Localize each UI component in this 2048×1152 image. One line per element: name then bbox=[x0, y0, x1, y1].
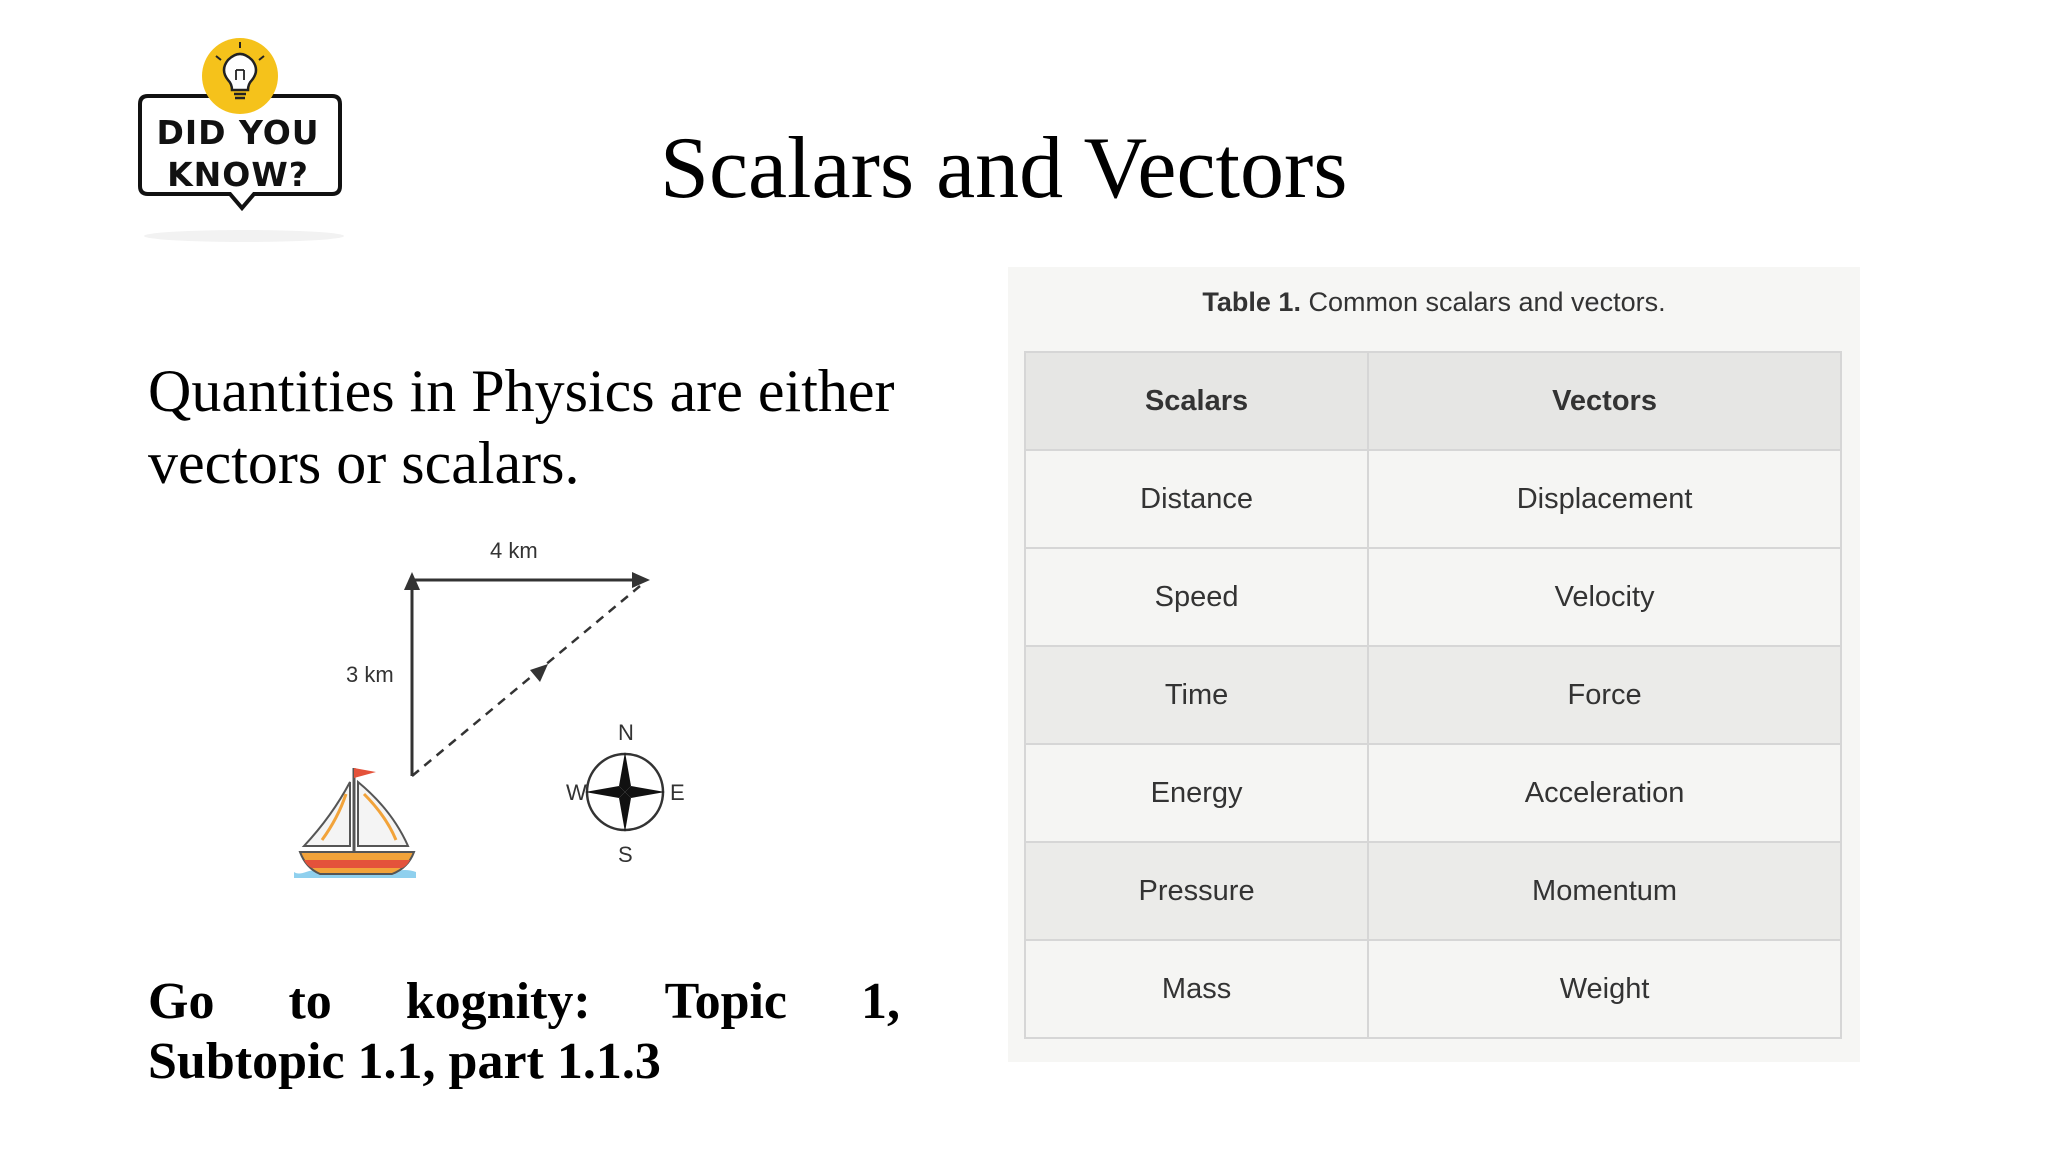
vertical-distance-label: 3 km bbox=[346, 662, 394, 687]
vector-cell: Force bbox=[1368, 646, 1841, 744]
kognity-word: kognity: bbox=[405, 973, 591, 1030]
table-caption bbox=[1008, 287, 1860, 318]
table-row bbox=[1025, 744, 1841, 842]
table-row bbox=[1025, 450, 1841, 548]
kognity-word: Go bbox=[148, 973, 215, 1030]
kognity-word: to bbox=[288, 973, 332, 1030]
table-header-row bbox=[1025, 352, 1841, 450]
table-row bbox=[1025, 842, 1841, 940]
scalar-cell: Distance bbox=[1025, 450, 1368, 548]
scalar-cell: Mass bbox=[1025, 940, 1368, 1038]
compass-north-label: N bbox=[618, 720, 634, 745]
scalar-cell: Energy bbox=[1025, 744, 1368, 842]
badge-line-2: KNOW? bbox=[167, 155, 309, 194]
table-caption-text: Common scalars and vectors. bbox=[1300, 287, 1666, 317]
kognity-word: 1, bbox=[861, 973, 900, 1030]
table-caption-label: Table 1. bbox=[1202, 287, 1301, 317]
table-row bbox=[1025, 548, 1841, 646]
vector-cell: Momentum bbox=[1368, 842, 1841, 940]
compass-east-label: E bbox=[670, 780, 685, 805]
header-vectors: Vectors bbox=[1368, 352, 1841, 450]
kognity-word: Topic bbox=[664, 973, 788, 1030]
displacement-diagram bbox=[280, 520, 720, 900]
kognity-reference bbox=[148, 972, 900, 1092]
scalar-cell: Pressure bbox=[1025, 842, 1368, 940]
kognity-line-2: Subtopic 1.1, part 1.1.3 bbox=[148, 1033, 661, 1090]
table-row bbox=[1025, 940, 1841, 1038]
horizontal-distance-label: 4 km bbox=[490, 538, 538, 563]
scalar-cell: Time bbox=[1025, 646, 1368, 744]
kognity-line-1 bbox=[148, 972, 900, 1032]
vector-cell: Weight bbox=[1368, 940, 1841, 1038]
scalars-vectors-table bbox=[1024, 351, 1842, 1039]
scalar-cell: Speed bbox=[1025, 548, 1368, 646]
table-row bbox=[1025, 646, 1841, 744]
badge-line-1: DID YOU bbox=[156, 113, 320, 152]
sailboat-icon bbox=[280, 520, 720, 900]
compass-west-label: W bbox=[566, 780, 587, 805]
vector-cell: Displacement bbox=[1368, 450, 1841, 548]
vector-cell: Velocity bbox=[1368, 548, 1841, 646]
scalars-vectors-table-panel bbox=[1008, 267, 1860, 1062]
intro-text: Quantities in Physics are either vectors or scalars. bbox=[148, 358, 895, 496]
vector-cell: Acceleration bbox=[1368, 744, 1841, 842]
page-title: Scalars and Vectors bbox=[660, 120, 1348, 217]
did-you-know-badge bbox=[118, 36, 378, 246]
badge-text bbox=[140, 112, 336, 196]
compass-south-label: S bbox=[618, 842, 633, 867]
header-scalars: Scalars bbox=[1025, 352, 1368, 450]
